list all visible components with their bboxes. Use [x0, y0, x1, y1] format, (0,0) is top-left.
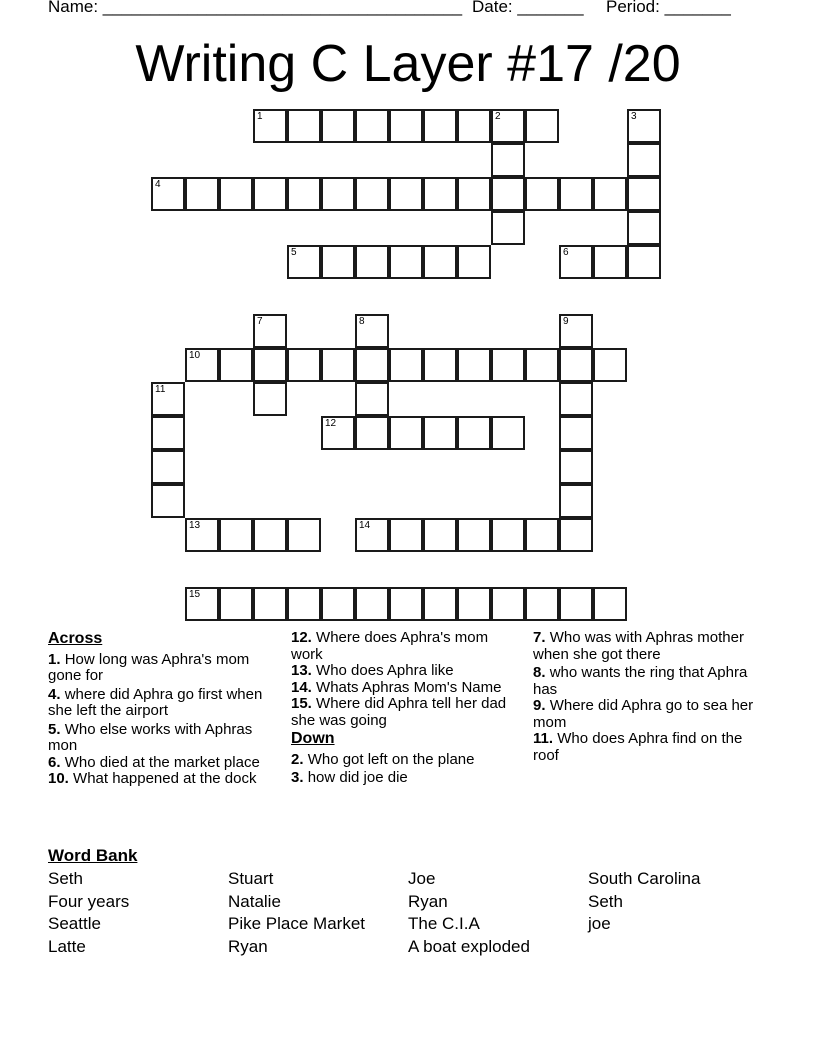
clues-column-1 — [48, 630, 283, 790]
word-bank-item: Ryan — [228, 937, 268, 957]
crossword-cell[interactable] — [355, 587, 389, 621]
crossword-cell[interactable] — [185, 518, 219, 552]
crossword-cell[interactable] — [321, 416, 355, 450]
crossword-cell[interactable] — [287, 348, 321, 382]
crossword-cell[interactable] — [355, 382, 389, 416]
clue-across-15: 15. Where did Aphra tell her dad she was going — [291, 695, 507, 729]
crossword-cell[interactable] — [491, 177, 525, 211]
crossword-cell[interactable] — [185, 348, 219, 382]
clue-down-11: 11. Who does Aphra find on the roof — [533, 730, 743, 764]
clue-number: 5 — [291, 247, 297, 258]
crossword-cell[interactable] — [287, 109, 321, 143]
period-field-label: Period: _______ — [606, 0, 731, 16]
down-heading: Down — [291, 730, 335, 747]
clue-number: 8 — [359, 316, 365, 327]
clue-number: 12 — [325, 418, 337, 429]
crossword-cell[interactable] — [423, 109, 457, 143]
crossword-cell[interactable] — [423, 348, 457, 382]
crossword-cell[interactable] — [491, 143, 525, 177]
word-bank-item: Ryan — [408, 891, 448, 911]
crossword-cell[interactable] — [321, 587, 355, 621]
crossword-cell[interactable] — [389, 245, 423, 279]
crossword-cell[interactable] — [287, 245, 321, 279]
crossword-cell[interactable] — [593, 587, 627, 621]
crossword-cell[interactable] — [355, 518, 389, 552]
crossword-cell[interactable] — [253, 348, 287, 382]
clue-across-4: 4. where did Aphra go first when she left the airport — [48, 685, 263, 719]
crossword-cell[interactable] — [559, 245, 593, 279]
clue-across-1: 1. How long was Aphra's mom gone for — [48, 650, 250, 684]
crossword-cell[interactable] — [423, 416, 457, 450]
crossword-cell[interactable] — [559, 450, 593, 484]
word-bank-item: Seattle — [48, 914, 101, 934]
crossword-cell[interactable] — [559, 314, 593, 348]
page-title: Writing C Layer #17 /20 — [135, 35, 681, 93]
crossword-cell[interactable] — [457, 518, 491, 552]
crossword-cell[interactable] — [185, 587, 219, 621]
word-bank-item: The C.I.A — [408, 914, 480, 934]
crossword-cell[interactable] — [423, 518, 457, 552]
crossword-cell[interactable] — [253, 177, 287, 211]
crossword-cell[interactable] — [491, 211, 525, 245]
crossword-cell[interactable] — [559, 382, 593, 416]
word-bank-item: Seth — [48, 869, 83, 888]
crossword-cell[interactable] — [389, 348, 423, 382]
crossword-cell[interactable] — [151, 382, 185, 416]
crossword-cell[interactable] — [151, 416, 185, 450]
crossword-cell[interactable] — [151, 177, 185, 211]
crossword-cell[interactable] — [491, 416, 525, 450]
crossword-cell[interactable] — [525, 177, 559, 211]
crossword-cell[interactable] — [525, 109, 559, 143]
crossword-cell[interactable] — [593, 245, 627, 279]
crossword-cell[interactable] — [219, 348, 253, 382]
crossword-cell[interactable] — [423, 587, 457, 621]
clues-column-2 — [291, 630, 523, 789]
crossword-cell[interactable] — [389, 518, 423, 552]
crossword-cell[interactable] — [287, 587, 321, 621]
crossword-cell[interactable] — [525, 587, 559, 621]
word-bank-item: Four years — [48, 891, 130, 911]
clue-number: 6 — [563, 247, 569, 258]
clue-number: 15 — [189, 589, 201, 600]
crossword-cell[interactable] — [389, 177, 423, 211]
clue-down-9: 9. Where did Aphra go to sea her mom — [533, 697, 754, 731]
clue-number: 14 — [359, 520, 371, 531]
crossword-cell[interactable] — [559, 177, 593, 211]
crossword-cell[interactable] — [559, 484, 593, 518]
crossword-cell[interactable] — [559, 416, 593, 450]
clue-number: 3 — [631, 111, 637, 122]
crossword-cell[interactable] — [219, 518, 253, 552]
crossword-cell[interactable] — [627, 211, 661, 245]
crossword-cell[interactable] — [219, 587, 253, 621]
word-bank-item: Seth — [588, 891, 623, 911]
crossword-cell[interactable] — [457, 348, 491, 382]
crossword-cell[interactable] — [627, 245, 661, 279]
crossword-cell[interactable] — [491, 348, 525, 382]
crossword-cell[interactable] — [321, 348, 355, 382]
crossword-cell[interactable] — [457, 109, 491, 143]
crossword-cell[interactable] — [491, 587, 525, 621]
across-heading: Across — [48, 630, 103, 647]
clue-down-2: 2. Who got left on the plane — [291, 750, 475, 768]
clue-down-7: 7. Who was with Aphras mother when she got there — [533, 629, 744, 663]
clue-down-3: 3. how did joe die — [291, 769, 408, 786]
crossword-cell[interactable] — [321, 177, 355, 211]
crossword-cell[interactable] — [287, 177, 321, 211]
crossword-cell[interactable] — [559, 587, 593, 621]
crossword-cell[interactable] — [321, 245, 355, 279]
crossword-cell[interactable] — [457, 587, 491, 621]
crossword-cell[interactable] — [627, 109, 661, 143]
word-bank-item: Natalie — [228, 891, 281, 911]
clue-number: 1 — [257, 111, 263, 122]
clue-across-14: 14. Whats Aphras Mom's Name — [291, 678, 502, 696]
clue-across-5: 5. Who else works with Aphras mon — [48, 720, 253, 754]
clue-down-8: 8. who wants the ring that Aphra has — [533, 664, 748, 698]
crossword-cell[interactable] — [627, 177, 661, 211]
crossword-cell[interactable] — [219, 177, 253, 211]
crossword-cell[interactable] — [627, 143, 661, 177]
word-bank-item: A boat exploded — [408, 937, 530, 957]
clue-number: 11 — [155, 384, 166, 395]
crossword-cell[interactable] — [457, 245, 491, 279]
word-bank-item: South Carolina — [588, 869, 701, 888]
word-bank-item: Joe — [408, 869, 436, 888]
clue-across-13: 13. Who does Aphra like — [291, 662, 454, 679]
clue-across-10: 10. What happened at the dock — [48, 770, 257, 787]
crossword-cell[interactable] — [253, 382, 287, 416]
clue-number: 2 — [495, 111, 501, 122]
crossword-cell[interactable] — [593, 177, 627, 211]
word-bank-item: Pike Place Market — [228, 914, 365, 934]
word-bank-title: Word Bank — [48, 846, 138, 865]
word-bank-item: Latte — [48, 937, 86, 957]
crossword-cell[interactable] — [253, 587, 287, 621]
clue-number: 10 — [189, 350, 201, 361]
clue-number: 7 — [257, 316, 263, 327]
crossword-cell[interactable] — [491, 518, 525, 552]
crossword-cell[interactable] — [559, 348, 593, 382]
name-field-label: Name: ______________________________________ — [48, 0, 463, 16]
clues-column-3 — [533, 630, 768, 766]
clue-number: 4 — [155, 179, 161, 190]
clue-number: 13 — [189, 520, 201, 531]
crossword-cell[interactable] — [457, 177, 491, 211]
crossword-cell[interactable] — [355, 314, 389, 348]
crossword-cell[interactable] — [151, 484, 185, 518]
crossword-cell[interactable] — [559, 518, 593, 552]
crossword-cell[interactable] — [389, 587, 423, 621]
crossword-cell[interactable] — [185, 177, 219, 211]
crossword-cell[interactable] — [525, 518, 559, 552]
date-field-label: Date: _______ — [472, 0, 584, 16]
crossword-cell[interactable] — [151, 450, 185, 484]
crossword-cell[interactable] — [423, 177, 457, 211]
word-bank-item: joe — [588, 914, 611, 934]
crossword-cell[interactable] — [355, 109, 389, 143]
crossword-cell[interactable] — [389, 109, 423, 143]
clue-across-12: 12. Where does Aphra's mom work — [291, 629, 489, 663]
crossword-cell[interactable] — [525, 348, 559, 382]
crossword-cell[interactable] — [355, 177, 389, 211]
crossword-cell[interactable] — [253, 109, 287, 143]
crossword-cell[interactable] — [355, 416, 389, 450]
crossword-cell[interactable] — [355, 245, 389, 279]
crossword-cell[interactable] — [355, 348, 389, 382]
word-bank — [48, 868, 768, 959]
clue-across-6: 6. Who died at the market place — [48, 753, 260, 771]
crossword-cell[interactable] — [253, 518, 287, 552]
clue-number: 9 — [563, 316, 569, 327]
crossword-cell[interactable] — [491, 109, 525, 143]
crossword-cell[interactable] — [457, 416, 491, 450]
crossword-cell[interactable] — [287, 518, 321, 552]
word-bank-item: Stuart — [228, 869, 274, 888]
crossword-cell[interactable] — [423, 245, 457, 279]
crossword-cell[interactable] — [321, 109, 355, 143]
crossword-cell[interactable] — [593, 348, 627, 382]
crossword-cell[interactable] — [389, 416, 423, 450]
crossword-cell[interactable] — [253, 314, 287, 348]
